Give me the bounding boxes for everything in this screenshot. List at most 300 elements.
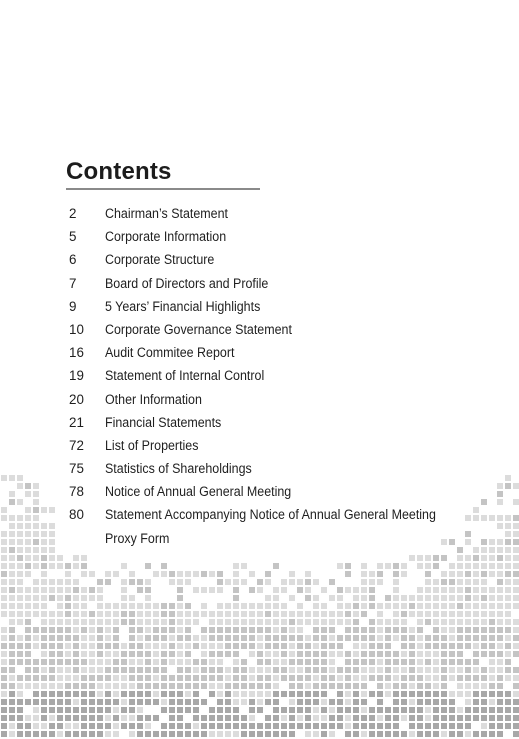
mosaic-pixel [297,643,303,649]
mosaic-pixel [441,627,447,633]
mosaic-pixel [361,563,367,569]
mosaic-pixel [57,611,63,617]
mosaic-pixel [145,731,151,737]
mosaic-pixel [33,723,39,729]
mosaic-pixel [209,683,215,689]
mosaic-pixel [377,651,383,657]
mosaic-pixel [337,595,343,601]
mosaic-pixel [17,723,23,729]
mosaic-pixel [217,715,223,721]
mosaic-pixel [97,723,103,729]
mosaic-pixel [481,651,487,657]
mosaic-pixel [337,675,343,681]
mosaic-pixel [9,571,15,577]
mosaic-pixel [89,627,95,633]
mosaic-pixel [505,723,511,729]
mosaic-pixel [185,659,191,665]
mosaic-pixel [153,659,159,665]
mosaic-pixel [65,667,71,673]
mosaic-pixel [265,595,271,601]
mosaic-pixel [49,539,55,545]
mosaic-pixel [353,595,359,601]
mosaic-pixel [345,691,351,697]
mosaic-pixel [313,659,319,665]
mosaic-pixel [1,595,7,601]
mosaic-pixel [33,715,39,721]
mosaic-pixel [9,635,15,641]
mosaic-pixel [225,635,231,641]
mosaic-pixel [73,707,79,713]
mosaic-pixel [361,643,367,649]
mosaic-pixel [265,579,271,585]
mosaic-pixel [241,715,247,721]
mosaic-pixel [497,603,503,609]
mosaic-pixel [41,667,47,673]
mosaic-pixel [473,627,479,633]
mosaic-pixel [97,651,103,657]
mosaic-pixel [393,699,399,705]
mosaic-pixel [225,675,231,681]
mosaic-pixel [409,675,415,681]
mosaic-pixel [161,731,167,737]
mosaic-pixel [329,627,335,633]
mosaic-pixel [9,491,15,497]
toc-entry[interactable] [66,388,506,411]
mosaic-pixel [33,539,39,545]
mosaic-pixel [425,619,431,625]
mosaic-pixel [489,643,495,649]
mosaic-pixel [361,571,367,577]
mosaic-pixel [377,683,383,689]
mosaic-pixel [433,675,439,681]
mosaic-pixel [169,627,175,633]
toc-entry[interactable] [66,272,506,295]
mosaic-pixel [89,715,95,721]
mosaic-pixel [233,611,239,617]
mosaic-pixel [425,683,431,689]
toc-entry[interactable] [66,503,506,526]
mosaic-pixel [89,635,95,641]
mosaic-pixel [393,603,399,609]
mosaic-pixel [465,667,471,673]
mosaic-pixel [497,699,503,705]
mosaic-pixel [369,651,375,657]
mosaic-pixel [393,563,399,569]
mosaic-pixel [473,563,479,569]
mosaic-pixel [209,707,215,713]
mosaic-pixel [513,555,519,561]
mosaic-pixel [457,611,463,617]
mosaic-pixel [9,691,15,697]
mosaic-pixel [193,619,199,625]
toc-entry[interactable] [66,527,506,550]
mosaic-pixel [417,667,423,673]
mosaic-pixel [9,619,15,625]
toc-entry[interactable] [66,318,506,341]
mosaic-pixel [169,571,175,577]
mosaic-pixel [305,683,311,689]
mosaic-pixel [321,659,327,665]
mosaic-pixel [57,659,63,665]
mosaic-pixel [457,563,463,569]
toc-entry[interactable] [66,480,506,503]
mosaic-pixel [313,715,319,721]
mosaic-pixel [1,611,7,617]
mosaic-pixel [121,563,127,569]
mosaic-pixel [177,611,183,617]
mosaic-pixel [321,619,327,625]
mosaic-pixel [513,515,519,521]
mosaic-pixel [33,531,39,537]
mosaic-pixel [257,675,263,681]
mosaic-pixel [225,611,231,617]
mosaic-pixel [305,571,311,577]
mosaic-pixel [473,683,479,689]
mosaic-pixel [289,683,295,689]
mosaic-pixel [465,595,471,601]
mosaic-pixel [137,707,143,713]
mosaic-pixel [89,731,95,737]
mosaic-pixel [65,627,71,633]
mosaic-pixel [337,611,343,617]
mosaic-pixel [97,603,103,609]
mosaic-pixel [321,587,327,593]
mosaic-pixel [41,699,47,705]
mosaic-pixel [489,555,495,561]
mosaic-pixel [417,603,423,609]
mosaic-pixel [257,627,263,633]
mosaic-pixel [305,699,311,705]
mosaic-pixel [289,643,295,649]
mosaic-pixel [337,699,343,705]
mosaic-pixel [449,667,455,673]
mosaic-pixel [129,731,135,737]
mosaic-pixel [129,667,135,673]
mosaic-pixel [105,667,111,673]
mosaic-pixel [225,691,231,697]
mosaic-pixel [177,731,183,737]
mosaic-pixel [513,531,519,537]
toc-entry[interactable] [66,202,506,225]
mosaic-pixel [41,683,47,689]
mosaic-pixel [217,667,223,673]
mosaic-pixel [441,691,447,697]
toc-entry[interactable] [66,225,506,248]
mosaic-pixel [465,707,471,713]
mosaic-pixel [273,595,279,601]
mosaic-pixel [329,659,335,665]
mosaic-pixel [497,731,503,737]
mosaic-pixel [17,699,23,705]
mosaic-pixel [193,659,199,665]
mosaic-pixel [433,683,439,689]
mosaic-pixel [257,635,263,641]
mosaic-pixel [129,699,135,705]
mosaic-pixel [193,571,199,577]
mosaic-pixel [169,619,175,625]
mosaic-pixel [169,579,175,585]
mosaic-pixel [473,579,479,585]
mosaic-pixel [25,651,31,657]
mosaic-pixel [281,651,287,657]
mosaic-pixel [201,675,207,681]
mosaic-pixel [177,707,183,713]
mosaic-pixel [129,675,135,681]
toc-entry[interactable] [66,457,506,480]
mosaic-pixel [33,595,39,601]
mosaic-pixel [385,635,391,641]
mosaic-pixel [361,707,367,713]
mosaic-pixel [41,707,47,713]
mosaic-pixel [265,643,271,649]
mosaic-pixel [393,651,399,657]
mosaic-pixel [113,691,119,697]
mosaic-pixel [33,627,39,633]
mosaic-pixel [281,731,287,737]
mosaic-pixel [89,699,95,705]
mosaic-pixel [113,651,119,657]
mosaic-pixel [185,683,191,689]
mosaic-pixel [153,683,159,689]
toc-title: Corporate Governance Statement [105,321,292,337]
mosaic-pixel [257,659,263,665]
mosaic-pixel [425,563,431,569]
mosaic-pixel [25,627,31,633]
mosaic-pixel [49,691,55,697]
mosaic-pixel [481,611,487,617]
mosaic-pixel [177,619,183,625]
mosaic-pixel [25,643,31,649]
mosaic-pixel [121,675,127,681]
mosaic-pixel [33,675,39,681]
mosaic-pixel [1,667,7,673]
mosaic-pixel [297,723,303,729]
mosaic-pixel [1,683,7,689]
mosaic-pixel [401,611,407,617]
mosaic-pixel [377,619,383,625]
mosaic-pixel [89,619,95,625]
toc-page-number: 19 [69,368,84,384]
mosaic-pixel [41,619,47,625]
mosaic-pixel [121,691,127,697]
mosaic-pixel [449,699,455,705]
mosaic-pixel [161,619,167,625]
mosaic-pixel [233,619,239,625]
mosaic-pixel [193,611,199,617]
mosaic-pixel [385,731,391,737]
mosaic-pixel [281,635,287,641]
mosaic-pixel [313,595,319,601]
mosaic-pixel [33,587,39,593]
mosaic-pixel [81,587,87,593]
mosaic-pixel [57,587,63,593]
mosaic-pixel [97,659,103,665]
mosaic-pixel [25,635,31,641]
mosaic-pixel [425,675,431,681]
mosaic-pixel [441,731,447,737]
mosaic-pixel [129,611,135,617]
mosaic-pixel [505,627,511,633]
mosaic-pixel [89,651,95,657]
mosaic-pixel [97,699,103,705]
mosaic-pixel [17,619,23,625]
mosaic-pixel [449,563,455,569]
mosaic-pixel [353,723,359,729]
mosaic-pixel [361,635,367,641]
mosaic-pixel [81,555,87,561]
mosaic-pixel [505,651,511,657]
mosaic-pixel [153,691,159,697]
mosaic-pixel [441,635,447,641]
mosaic-pixel [297,675,303,681]
toc-entry[interactable] [66,341,506,364]
toc-entry[interactable] [66,295,506,318]
mosaic-pixel [273,659,279,665]
mosaic-pixel [281,691,287,697]
mosaic-pixel [489,595,495,601]
mosaic-pixel [321,699,327,705]
toc-entry[interactable] [66,248,506,271]
mosaic-pixel [65,659,71,665]
mosaic-pixel [425,731,431,737]
mosaic-pixel [25,523,31,529]
mosaic-pixel [297,707,303,713]
mosaic-pixel [465,555,471,561]
toc-entry[interactable] [66,364,506,387]
mosaic-pixel [129,571,135,577]
mosaic-pixel [17,595,23,601]
mosaic-pixel [233,643,239,649]
mosaic-pixel [433,619,439,625]
mosaic-pixel [449,603,455,609]
mosaic-pixel [57,699,63,705]
mosaic-pixel [257,707,263,713]
mosaic-pixel [153,635,159,641]
mosaic-pixel [481,563,487,569]
mosaic-pixel [385,675,391,681]
mosaic-pixel [33,691,39,697]
mosaic-pixel [161,611,167,617]
mosaic-pixel [489,627,495,633]
mosaic-pixel [81,571,87,577]
mosaic-pixel [225,683,231,689]
mosaic-pixel [345,611,351,617]
mosaic-pixel [89,595,95,601]
mosaic-pixel [17,499,23,505]
mosaic-pixel [305,715,311,721]
mosaic-pixel [201,683,207,689]
mosaic-pixel [505,635,511,641]
mosaic-pixel [41,675,47,681]
mosaic-pixel [337,603,343,609]
mosaic-pixel [313,619,319,625]
mosaic-pixel [249,603,255,609]
mosaic-pixel [121,723,127,729]
mosaic-pixel [161,571,167,577]
mosaic-pixel [9,699,15,705]
mosaic-pixel [97,611,103,617]
mosaic-pixel [481,675,487,681]
toc-title: Proxy Form [105,530,170,546]
toc-entry[interactable] [66,434,506,457]
mosaic-pixel [249,651,255,657]
mosaic-pixel [473,587,479,593]
mosaic-pixel [1,723,7,729]
mosaic-pixel [257,611,263,617]
mosaic-pixel [465,683,471,689]
mosaic-pixel [161,603,167,609]
mosaic-pixel [105,603,111,609]
mosaic-pixel [457,715,463,721]
mosaic-pixel [449,627,455,633]
mosaic-pixel [177,603,183,609]
mosaic-pixel [513,635,519,641]
mosaic-pixel [89,691,95,697]
mosaic-pixel [185,635,191,641]
mosaic-pixel [321,723,327,729]
mosaic-pixel [233,571,239,577]
mosaic-pixel [209,571,215,577]
mosaic-pixel [233,627,239,633]
mosaic-pixel [73,651,79,657]
mosaic-pixel [17,555,23,561]
toc-title: Corporate Structure [105,252,215,268]
mosaic-pixel [329,651,335,657]
mosaic-pixel [481,603,487,609]
mosaic-pixel [465,579,471,585]
mosaic-pixel [313,683,319,689]
mosaic-pixel [465,659,471,665]
mosaic-pixel [313,635,319,641]
mosaic-pixel [289,611,295,617]
mosaic-pixel [57,651,63,657]
mosaic-pixel [417,611,423,617]
mosaic-pixel [321,715,327,721]
mosaic-pixel [81,619,87,625]
mosaic-pixel [121,651,127,657]
mosaic-pixel [129,619,135,625]
mosaic-pixel [409,699,415,705]
mosaic-pixel [393,579,399,585]
mosaic-pixel [409,683,415,689]
mosaic-pixel [281,611,287,617]
mosaic-pixel [177,627,183,633]
mosaic-pixel [137,723,143,729]
mosaic-pixel [241,611,247,617]
mosaic-pixel [449,659,455,665]
mosaic-pixel [1,579,7,585]
mosaic-pixel [153,675,159,681]
mosaic-pixel [489,571,495,577]
mosaic-pixel [41,603,47,609]
mosaic-pixel [241,675,247,681]
mosaic-pixel [49,683,55,689]
mosaic-pixel [145,691,151,697]
mosaic-pixel [177,635,183,641]
mosaic-pixel [57,667,63,673]
mosaic-pixel [145,675,151,681]
mosaic-pixel [377,715,383,721]
mosaic-pixel [241,667,247,673]
mosaic-pixel [329,611,335,617]
mosaic-pixel [65,563,71,569]
mosaic-pixel [305,635,311,641]
mosaic-pixel [497,587,503,593]
mosaic-pixel [417,659,423,665]
mosaic-pixel [401,707,407,713]
toc-entry[interactable] [66,411,506,434]
mosaic-pixel [313,611,319,617]
